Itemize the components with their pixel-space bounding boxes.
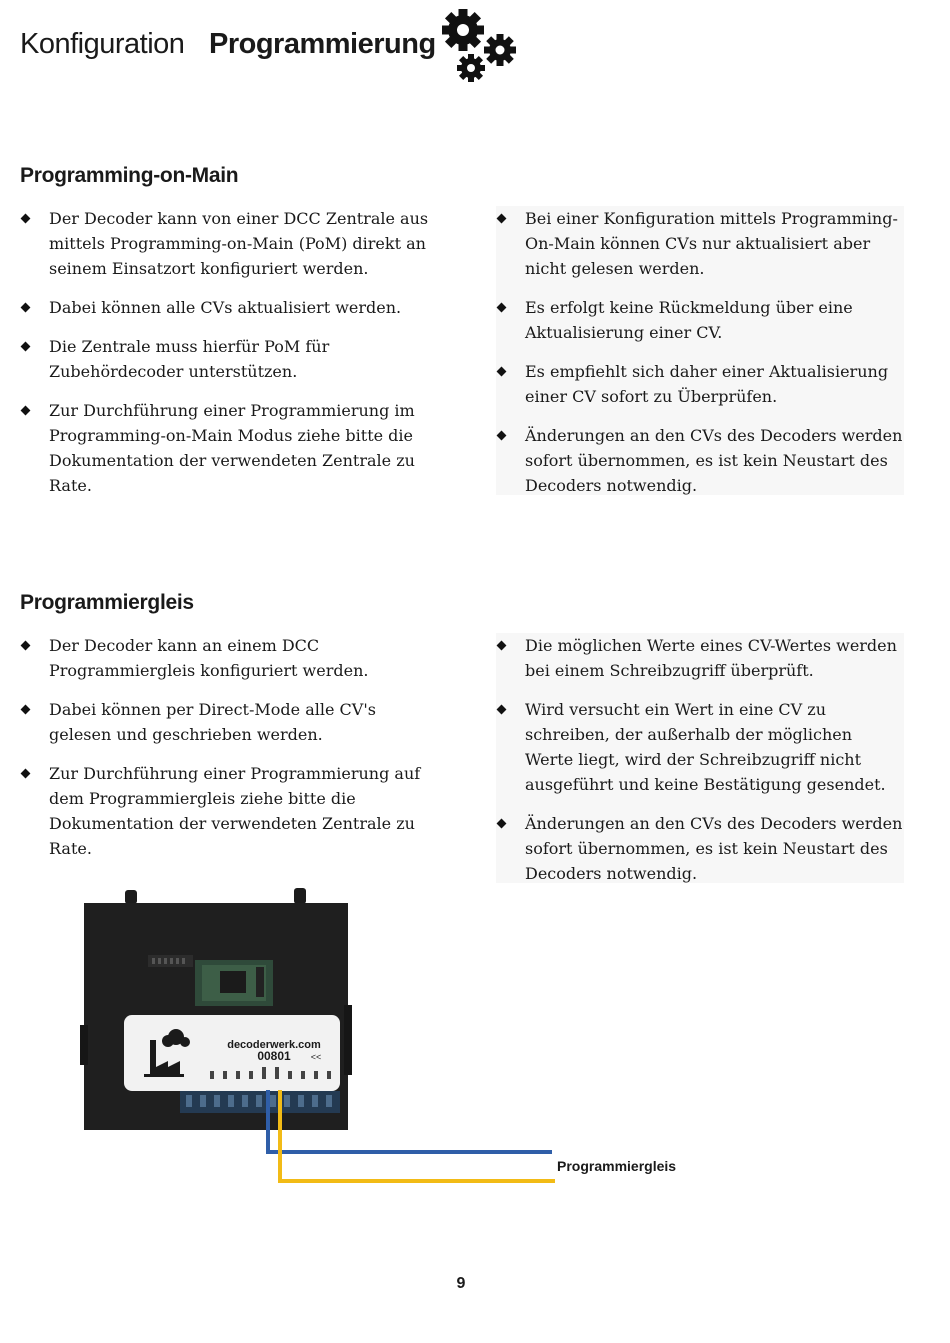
bullet-diamond-icon xyxy=(21,303,31,313)
header-title: Programmierung xyxy=(209,28,436,60)
label-arrow-text: << xyxy=(310,1052,322,1062)
label-brand-text: decoderwerk.com xyxy=(227,1039,321,1051)
bullet-diamond-icon xyxy=(497,641,507,651)
prog-right-column xyxy=(496,633,904,883)
bullet-diamond-icon xyxy=(21,705,31,715)
list-item: Dabei können per Direct-Mode alle CV's gelesen und geschrieben werden. xyxy=(20,697,432,747)
bullet-diamond-icon xyxy=(21,342,31,352)
list-item: Wird versucht ein Wert in eine CV zu schreiben, der außerhalb der möglichen Werte liegt, wird der Schreibzugriff nicht ausgeführt und keine Bestätigung gesendet. xyxy=(496,697,904,797)
list-item: Der Decoder kann an einem DCC Programmiergleis konfiguriert werden. xyxy=(20,633,432,683)
list-item: Der Decoder kann von einer DCC Zentrale aus mittels Programming-on-Main (PoM) direkt an seinem Einsatzort konfiguriert werden. xyxy=(20,206,432,281)
page-number: 9 xyxy=(456,1275,466,1292)
list-item: Änderungen an den CVs des Decoders werden sofort übernommen, es ist kein Neustart des Decoders notwendig. xyxy=(496,811,904,886)
prog-left-column xyxy=(20,633,432,875)
header-section: Konfiguration xyxy=(20,28,185,60)
bullet-diamond-icon xyxy=(497,367,507,377)
bullet-diamond-icon xyxy=(497,214,507,224)
list-item: Zur Durchführung einer Programmierung auf dem Programmiergleis ziehe bitte die Dokumentation der verwendeten Zentrale zu Rate. xyxy=(20,761,432,861)
bullet-diamond-icon xyxy=(497,431,507,441)
bullet-diamond-icon xyxy=(21,769,31,779)
list-item: Änderungen an den CVs des Decoders werden sofort übernommen, es ist kein Neustart des Decoders notwendig. xyxy=(496,423,904,498)
bullet-diamond-icon xyxy=(21,406,31,416)
list-item: Die möglichen Werte eines CV-Wertes werden bei einem Schreibzugriff überprüft. xyxy=(496,633,904,683)
bullet-diamond-icon xyxy=(497,705,507,715)
gears-icon xyxy=(440,6,522,86)
pom-right-column xyxy=(496,206,904,495)
list-item: Es empfiehlt sich daher einer Aktualisierung einer CV sofort zu Überprüfen. xyxy=(496,359,904,409)
list-item: Es erfolgt keine Rückmeldung über eine Aktualisierung einer CV. xyxy=(496,295,904,345)
bullet-diamond-icon xyxy=(21,641,31,651)
list-item: Bei einer Konfiguration mittels Programming-On-Main können CVs nur aktualisiert aber nicht gelesen werden. xyxy=(496,206,904,281)
list-item: Dabei können alle CVs aktualisiert werden. xyxy=(20,295,432,320)
bullet-diamond-icon xyxy=(497,303,507,313)
bullet-diamond-icon xyxy=(497,819,507,829)
list-item: Zur Durchführung einer Programmierung im Programming-on-Main Modus ziehe bitte die Dokumentation der verwendeten Zentrale zu Rate. xyxy=(20,398,432,498)
label-model-text: 00801 xyxy=(257,1049,291,1063)
section-title-programmiergleis: Programmiergleis xyxy=(20,591,194,614)
pom-left-column xyxy=(20,206,432,512)
wire-label: Programmiergleis xyxy=(557,1158,677,1174)
section-title-pom: Programming-on-Main xyxy=(20,164,239,187)
list-item: Die Zentrale muss hierfür PoM für Zubehördecoder unterstützen. xyxy=(20,334,432,384)
bullet-diamond-icon xyxy=(21,214,31,224)
programming-track-wires xyxy=(260,1090,560,1190)
